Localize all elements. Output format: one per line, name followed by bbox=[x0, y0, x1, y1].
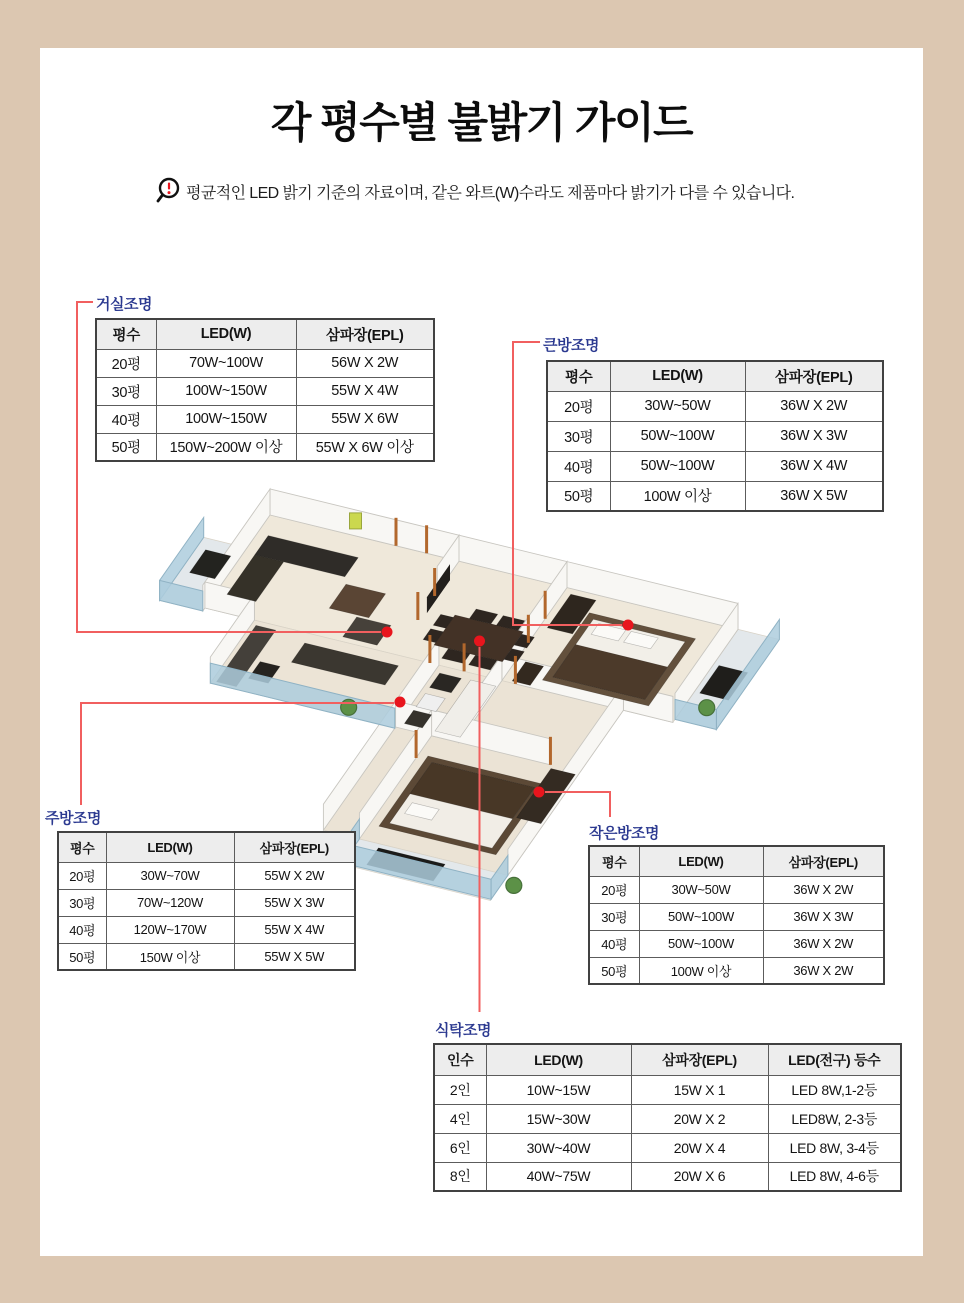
dining-light-dot bbox=[474, 636, 485, 647]
table-row bbox=[434, 1104, 901, 1133]
table-cell: 10W~15W bbox=[486, 1075, 631, 1104]
header-cell: LED(W) bbox=[639, 846, 763, 876]
table-cell: 20W X 4 bbox=[631, 1133, 768, 1162]
table-cell: 100W~150W bbox=[156, 405, 296, 433]
table-cell: 50평 bbox=[547, 481, 610, 511]
table-label-small-room: 작은방조명 bbox=[589, 825, 659, 842]
table-cell: 55W X 2W bbox=[234, 862, 355, 889]
table-cell: 55W X 4W bbox=[234, 916, 355, 943]
table-cell: 50W~100W bbox=[639, 903, 763, 930]
kitchen-light-dot bbox=[395, 697, 406, 708]
plant bbox=[341, 699, 357, 715]
table-cell: 50W~100W bbox=[610, 451, 745, 481]
table-row bbox=[547, 421, 883, 451]
table-cell: 36W X 3W bbox=[763, 903, 884, 930]
table-cell: 30평 bbox=[58, 889, 106, 916]
living-room-light-dot bbox=[382, 627, 393, 638]
table-cell: 150W~200W 이상 bbox=[156, 433, 296, 461]
table-cell: 40평 bbox=[547, 451, 610, 481]
table-cell: 36W X 2W bbox=[763, 957, 884, 984]
table-row bbox=[58, 889, 355, 916]
table-cell: 56W X 2W bbox=[296, 349, 434, 377]
table-cell: 55W X 6W 이상 bbox=[296, 433, 434, 461]
table-cell: 30W~50W bbox=[610, 391, 745, 421]
table-row bbox=[96, 433, 434, 461]
table-cell: 30W~70W bbox=[106, 862, 234, 889]
table-big-room bbox=[546, 360, 884, 512]
table-living bbox=[95, 318, 435, 462]
table-cell: 150W 이상 bbox=[106, 943, 234, 970]
table-cell: 36W X 5W bbox=[745, 481, 883, 511]
table-cell: 40W~75W bbox=[486, 1162, 631, 1191]
header-cell: 삼파장(EPL) bbox=[745, 361, 883, 391]
table-cell: 20평 bbox=[96, 349, 156, 377]
table-cell: 20평 bbox=[58, 862, 106, 889]
table-cell: 50W~100W bbox=[610, 421, 745, 451]
table-cell: 100W~150W bbox=[156, 377, 296, 405]
table-label-dining: 식탁조명 bbox=[435, 1022, 491, 1039]
table-row bbox=[589, 957, 884, 984]
header-cell: 평수 bbox=[547, 361, 610, 391]
header-cell: LED(W) bbox=[106, 832, 234, 862]
table-row bbox=[547, 481, 883, 511]
table-cell: 36W X 2W bbox=[763, 930, 884, 957]
header-cell: 평수 bbox=[58, 832, 106, 862]
table-cell: 36W X 2W bbox=[745, 391, 883, 421]
magnifier-exclamation-icon bbox=[155, 176, 183, 206]
table-row bbox=[58, 862, 355, 889]
table-cell: 120W~170W bbox=[106, 916, 234, 943]
table-cell: 20평 bbox=[589, 876, 639, 903]
plant bbox=[506, 877, 522, 893]
table-row bbox=[96, 405, 434, 433]
table-cell: 30W~50W bbox=[639, 876, 763, 903]
table-cell: 50평 bbox=[96, 433, 156, 461]
table-cell: 30평 bbox=[589, 903, 639, 930]
table-cell: 50W~100W bbox=[639, 930, 763, 957]
table-cell: 4인 bbox=[434, 1104, 486, 1133]
table-row bbox=[96, 349, 434, 377]
table-cell: LED8W, 2-3등 bbox=[768, 1104, 901, 1133]
page-title: 각 평수별 불밝기 가이드 bbox=[270, 99, 693, 146]
header-cell: 삼파장(EPL) bbox=[296, 319, 434, 349]
table-kitchen bbox=[57, 831, 356, 971]
table-cell: 15W~30W bbox=[486, 1104, 631, 1133]
table-row bbox=[58, 943, 355, 970]
table-cell: LED 8W, 4-6등 bbox=[768, 1162, 901, 1191]
table-cell: 2인 bbox=[434, 1075, 486, 1104]
table-row bbox=[434, 1075, 901, 1104]
table-cell: 55W X 3W bbox=[234, 889, 355, 916]
header-cell: LED(W) bbox=[486, 1044, 631, 1075]
table-cell: 100W 이상 bbox=[610, 481, 745, 511]
table-cell: 20W X 6 bbox=[631, 1162, 768, 1191]
header-cell: 평수 bbox=[96, 319, 156, 349]
table-cell: 50평 bbox=[58, 943, 106, 970]
table-cell: 70W~120W bbox=[106, 889, 234, 916]
table-cell: 36W X 4W bbox=[745, 451, 883, 481]
table-row bbox=[589, 903, 884, 930]
table-label-big-room: 큰방조명 bbox=[543, 337, 599, 354]
table-cell: 30평 bbox=[547, 421, 610, 451]
table-label-living: 거실조명 bbox=[96, 296, 152, 313]
header-cell: LED(W) bbox=[610, 361, 745, 391]
table-row bbox=[589, 930, 884, 957]
small-room-light-dot bbox=[534, 787, 545, 798]
header-cell: LED(W) bbox=[156, 319, 296, 349]
header-cell: 삼파장(EPL) bbox=[234, 832, 355, 862]
table-cell: 36W X 2W bbox=[763, 876, 884, 903]
table-label-kitchen: 주방조명 bbox=[45, 810, 101, 827]
table-small-room bbox=[588, 845, 885, 985]
table-row bbox=[434, 1133, 901, 1162]
table-cell: 40평 bbox=[58, 916, 106, 943]
header-cell: 삼파장(EPL) bbox=[631, 1044, 768, 1075]
table-cell: 20W X 2 bbox=[631, 1104, 768, 1133]
table-cell: 30W~40W bbox=[486, 1133, 631, 1162]
notice-text: 평균적인 LED 밝기 기준의 자료이며, 같은 와트(W)수라도 제품마다 밝기가 다를 수 있습니다. bbox=[186, 185, 795, 202]
header-cell: 평수 bbox=[589, 846, 639, 876]
table-cell: 55W X 5W bbox=[234, 943, 355, 970]
header-cell: 인수 bbox=[434, 1044, 486, 1075]
table-row bbox=[58, 916, 355, 943]
table-row bbox=[589, 876, 884, 903]
table-cell: 36W X 3W bbox=[745, 421, 883, 451]
table-row bbox=[547, 451, 883, 481]
table-row bbox=[96, 377, 434, 405]
table-row bbox=[434, 1162, 901, 1191]
plant bbox=[699, 700, 715, 716]
big-room-light-dot bbox=[623, 620, 634, 631]
table-cell: 20평 bbox=[547, 391, 610, 421]
header-cell: LED(전구) 등수 bbox=[768, 1044, 901, 1075]
table-cell: LED 8W, 3-4등 bbox=[768, 1133, 901, 1162]
table-dining bbox=[433, 1043, 902, 1192]
table-cell: 40평 bbox=[96, 405, 156, 433]
table-row bbox=[547, 391, 883, 421]
table-cell: 8인 bbox=[434, 1162, 486, 1191]
table-cell: 6인 bbox=[434, 1133, 486, 1162]
table-cell: 70W~100W bbox=[156, 349, 296, 377]
header-cell: 삼파장(EPL) bbox=[763, 846, 884, 876]
table-cell: 55W X 6W bbox=[296, 405, 434, 433]
wall-art bbox=[350, 513, 362, 529]
table-cell: 55W X 4W bbox=[296, 377, 434, 405]
table-cell: 100W 이상 bbox=[639, 957, 763, 984]
table-cell: 40평 bbox=[589, 930, 639, 957]
table-cell: LED 8W,1-2등 bbox=[768, 1075, 901, 1104]
table-cell: 30평 bbox=[96, 377, 156, 405]
table-cell: 15W X 1 bbox=[631, 1075, 768, 1104]
table-cell: 50평 bbox=[589, 957, 639, 984]
